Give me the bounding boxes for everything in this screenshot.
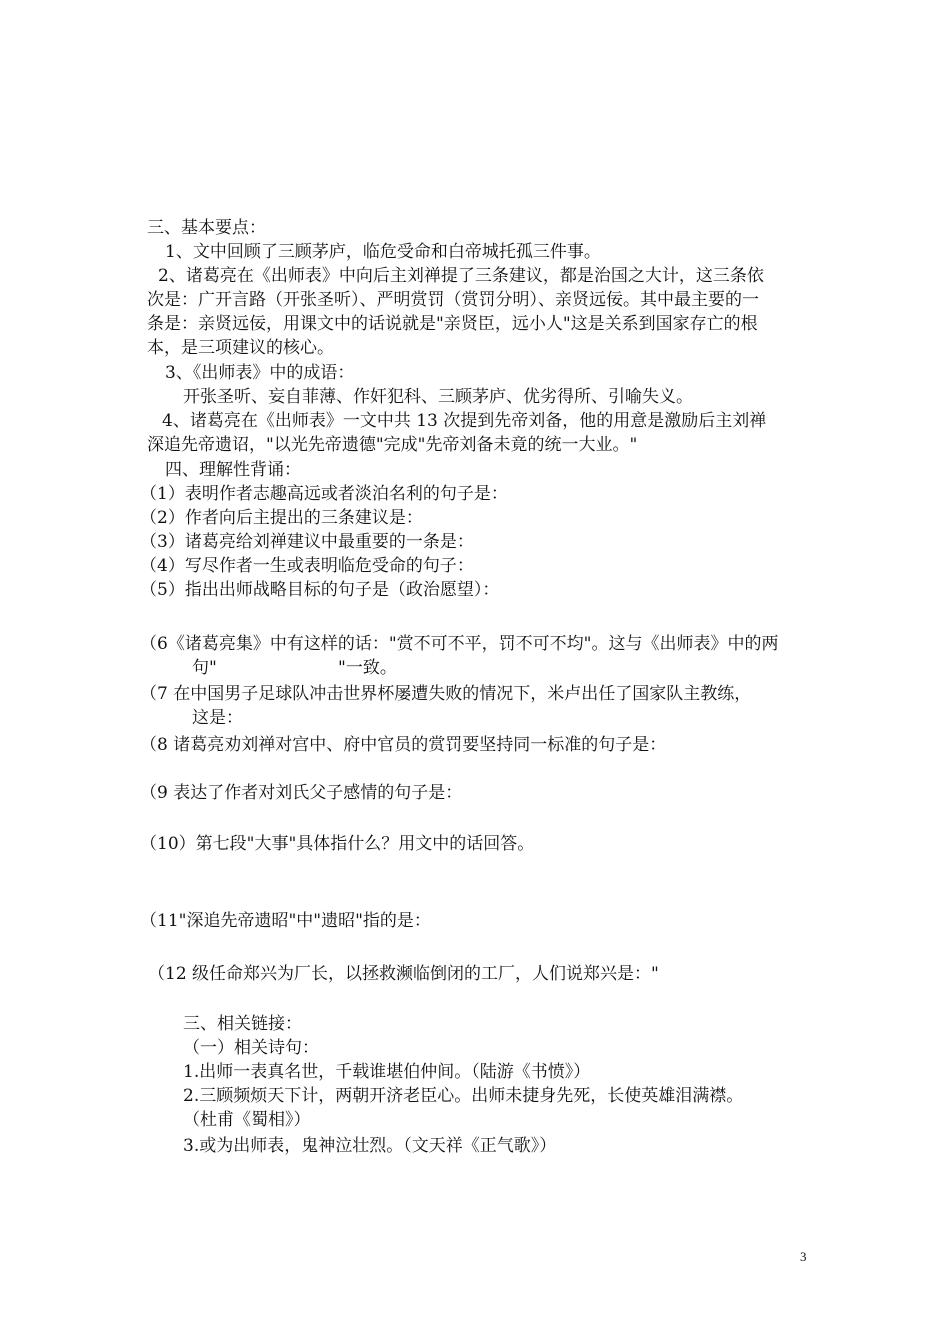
question-1: （1）表明作者志趣高远或者淡泊名利的句子是： (140, 484, 508, 504)
question-3: （3）诸葛亮给刘禅建议中最重要的一条是： (140, 532, 474, 552)
question-4: （4）写尽作者一生或表明临危受命的句子： (140, 556, 474, 576)
question-11: （11"深追先帝遗昭"中"遗昭"指的是： (140, 911, 431, 931)
question-2: （2）作者向后主提出的三条建议是： (140, 508, 423, 528)
point-1: 1、文中回顾了三顾茅庐，临危受命和白帝城托孤三件事。 (165, 242, 601, 262)
section-heading-recitation: 四、理解性背诵： (165, 460, 301, 480)
question-5: （5）指出出师战略目标的句子是（政治愿望）： (140, 580, 500, 600)
question-6-line-1: （6《诸葛亮集》中有这样的话："赏不可不平，罚不可不均"。这与《出师表》中的两 (140, 634, 779, 654)
poem-3: 3.或为出师表，鬼神泣壮烈。（文天祥《正气歌》） (183, 1136, 557, 1156)
question-6-blank-start: 句" (192, 658, 217, 678)
question-8: （8 诸葛亮劝刘禅对宫中、府中官员的赏罚要坚持同一标准的句子是： (140, 735, 667, 755)
point-2-line-1: 2、诸葛亮在《出师表》中向后主刘禅提了三条建议，都是治国之大计，这三条依 (158, 266, 764, 286)
point-2-line-3: 条是：亲贤远佞，用课文中的话说就是"亲贤臣，远小人"这是关系到国家存亡的根 (147, 314, 758, 334)
point-4-line-1: 4、诸葛亮在《出师表》一文中共 13 次提到先帝刘备，他的用意是激励后主刘禅 (162, 411, 767, 431)
point-2-line-4: 本，是三项建议的核心。 (147, 338, 334, 358)
question-6-blank-end: "一致。 (338, 658, 397, 678)
subheading-related-poems: （一）相关诗句： (183, 1038, 319, 1058)
question-7-line-2: 这是： (192, 708, 243, 728)
question-7-line-1: （7 在中国男子足球队冲击世界杯屡遭失败的情况下，米卢出任了国家队主教练， (140, 684, 752, 704)
poem-2-line-1: 2.三顾频烦天下计，两朝开济老臣心。出师未捷身先死，长使英雄泪满襟。 (183, 1086, 744, 1106)
point-3-idioms: 开张圣听、妄自菲薄、作奸犯科、三顾茅庐、优劣得所、引喻失义。 (183, 387, 693, 407)
section-heading-related-links: 三、相关链接： (183, 1014, 302, 1034)
page-number: 3 (800, 1249, 807, 1264)
question-12: （12 级任命郑兴为厂长，以拯救濒临倒闭的工厂，人们说郑兴是：" (148, 964, 659, 984)
poem-1: 1.出师一表真名世，千载谁堪伯仲间。（陆游《书愤》） (183, 1062, 591, 1082)
question-9: （9 表达了作者对刘氏父子感情的句子是： (140, 783, 463, 803)
section-heading-basic-points: 三、基本要点： (147, 218, 266, 238)
point-4-line-2: 深追先帝遗诏，"以光先帝遗德"完成"先帝刘备未竟的统一大业。" (147, 435, 638, 455)
point-3: 3、《出师表》中的成语： (165, 363, 355, 383)
question-10: （10）第七段"大事"具体指什么？用文中的话回答。 (140, 834, 535, 854)
point-2-line-2: 次是：广开言路（开张圣听）、严明赏罚（赏罚分明）、亲贤远佞。其中最主要的一 (147, 290, 759, 310)
poem-2-line-2: （杜甫《蜀相》） (183, 1110, 311, 1130)
